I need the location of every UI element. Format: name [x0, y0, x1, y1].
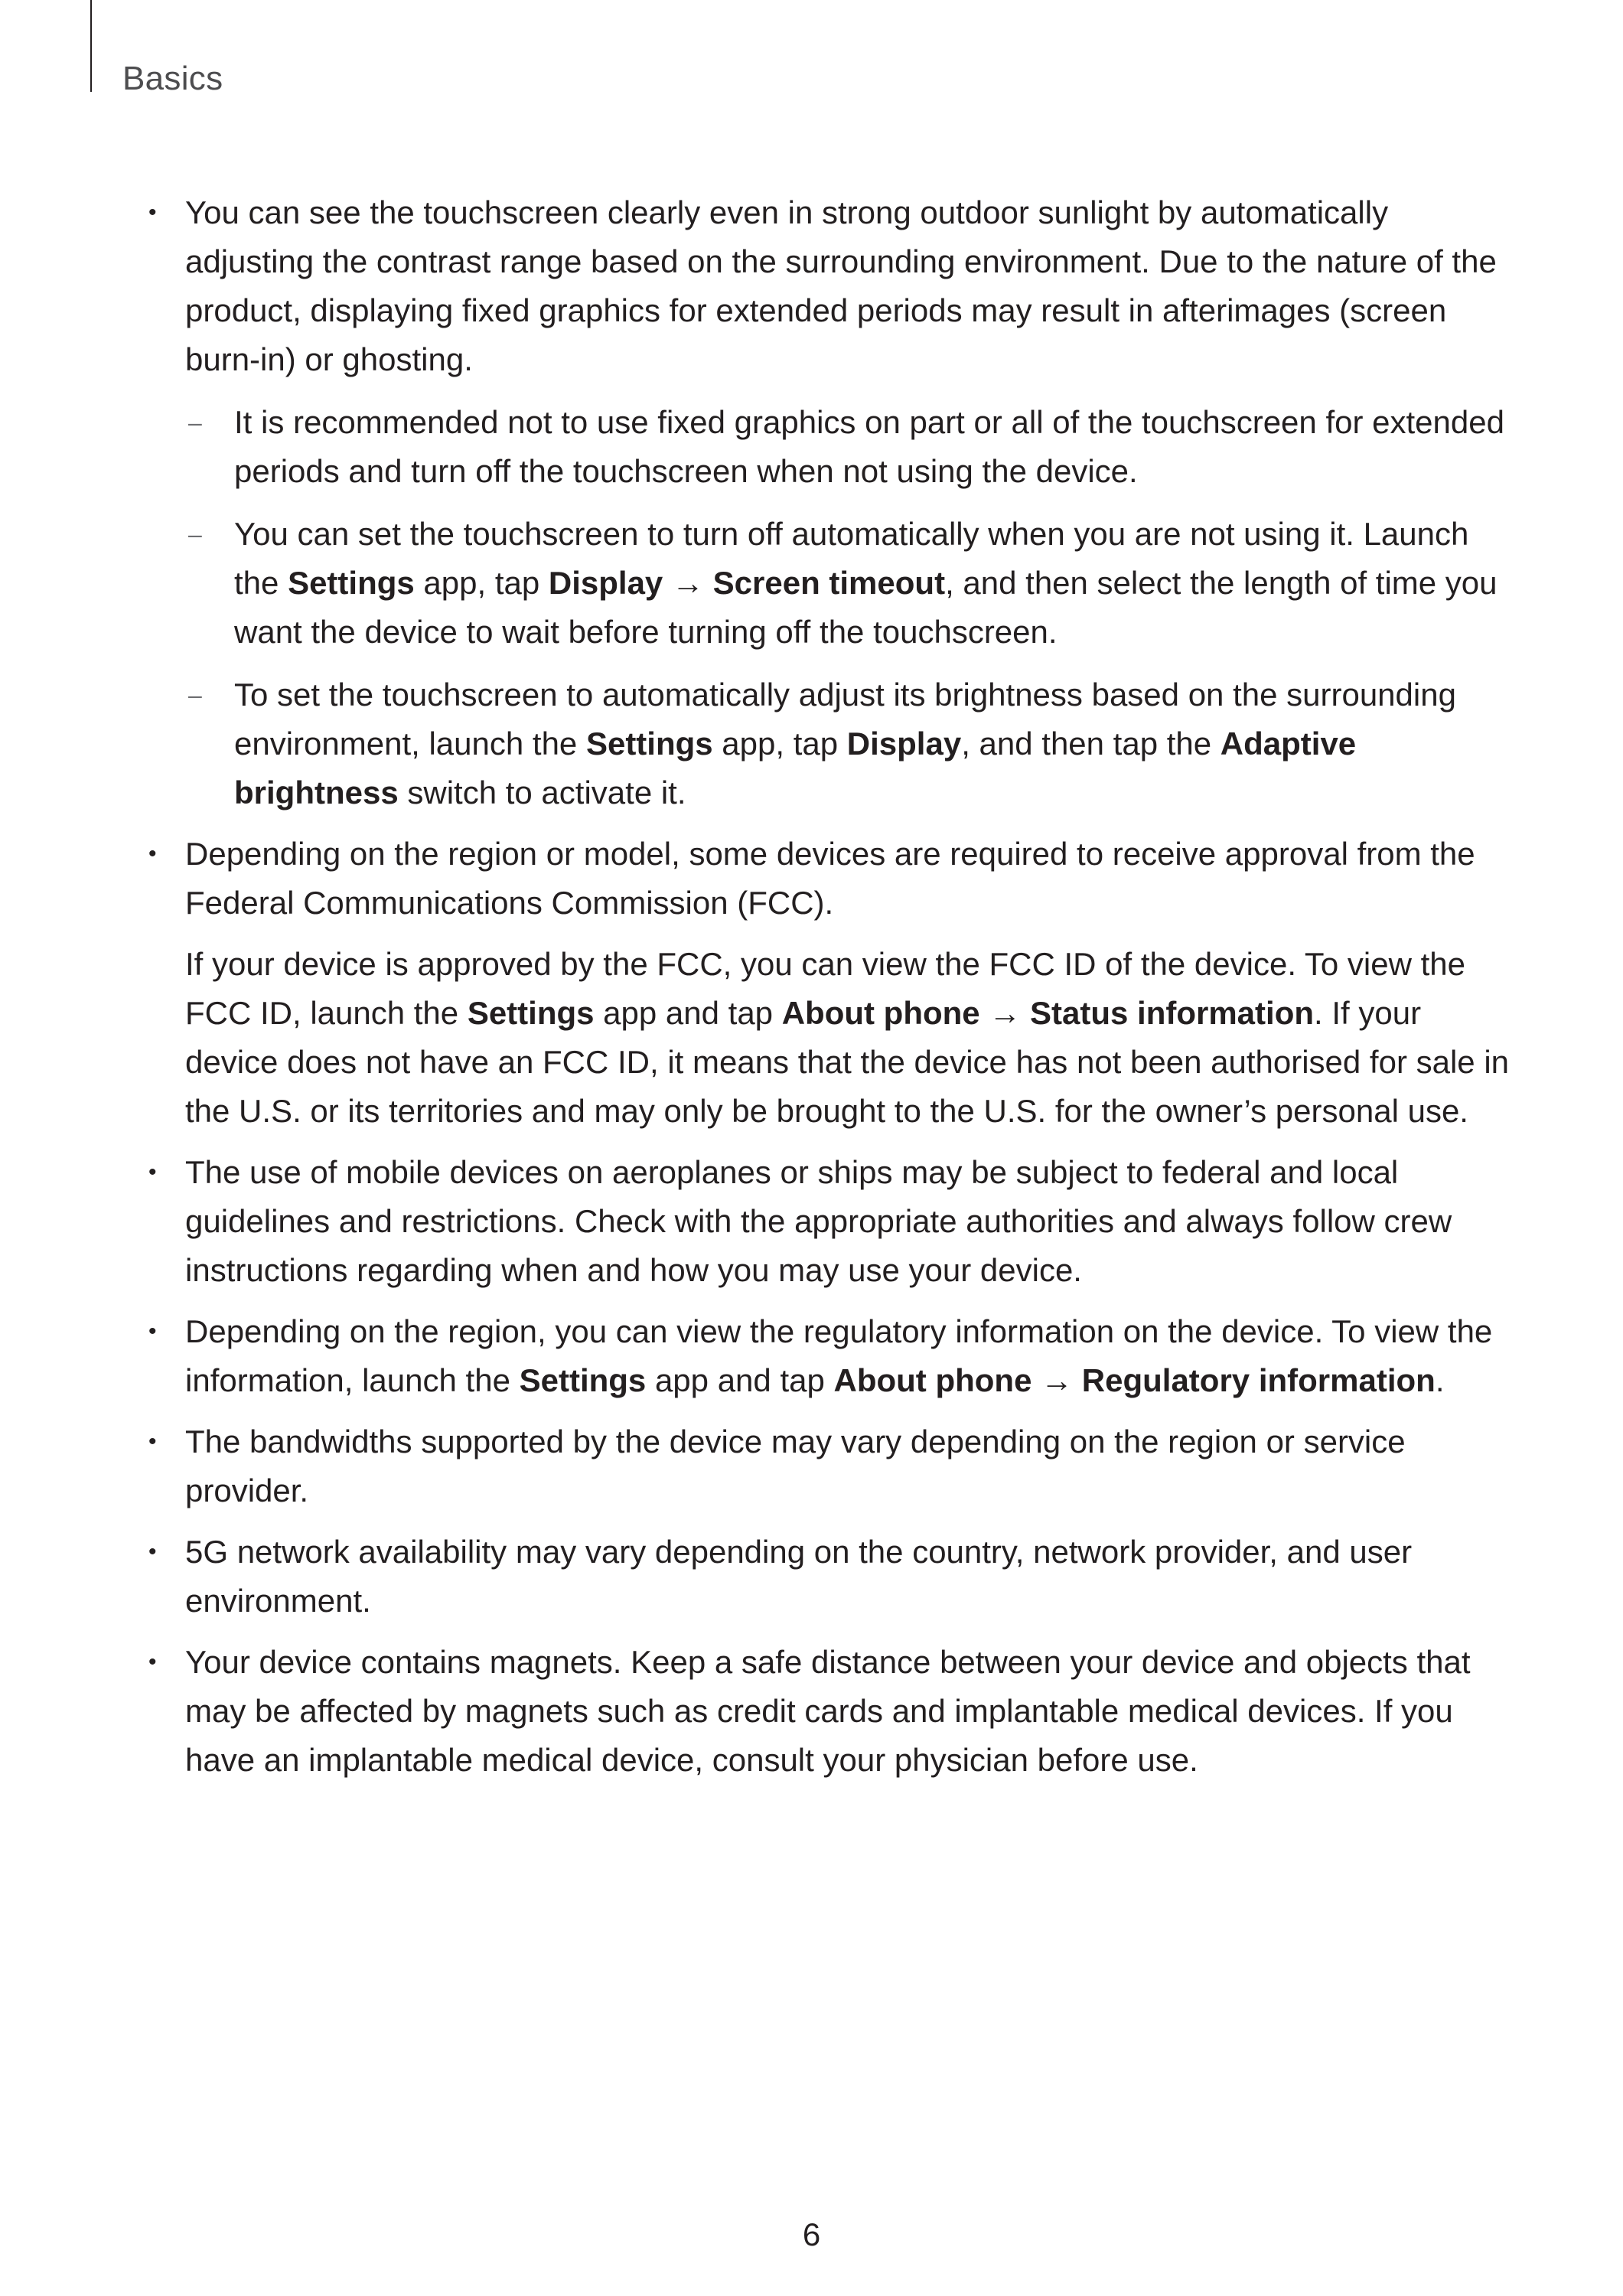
- dash-icon: –: [188, 520, 202, 548]
- dash-icon: –: [188, 409, 202, 436]
- text-run: switch to activate it.: [398, 775, 686, 810]
- arrow-text: →: [979, 995, 1030, 1031]
- text-run: If your device is approved by the FCC, you can view the FCC ID of the device. To view the FCC ID, launch the: [185, 946, 1466, 1031]
- text-run: app and tap: [594, 995, 782, 1031]
- settings-app-label: Settings: [519, 1362, 647, 1398]
- paragraph: The bandwidths supported by the device may vary depending on the region or service provider.: [185, 1424, 1406, 1508]
- list-item: [141, 1307, 1511, 1405]
- paragraph: [185, 1307, 1511, 1405]
- text-run: app, tap: [712, 726, 847, 762]
- sub-item-text: It is recommended not to use fixed graphics on part or all of the touchscreen for extended periods and turn off the touchscreen when not using the device.: [234, 404, 1504, 489]
- text-run: app, tap: [414, 565, 549, 601]
- list-item: [141, 830, 1511, 1136]
- text-run: To set the touchscreen to automatically adjust its brightness based on the surrounding environment, launch the: [234, 677, 1456, 762]
- bullet-icon: •: [148, 1159, 157, 1185]
- text-run: app and tap: [646, 1362, 834, 1398]
- list-item: [141, 1528, 1511, 1626]
- paragraph: Your device contains magnets. Keep a safe distance between your device and objects that may be affected by magnets such as credit cards and implantable medical devices. If you have an implantable medical device, consult your physician before use.: [185, 1644, 1471, 1778]
- display-menu-label: Display: [548, 565, 663, 601]
- paragraph: Depending on the region or model, some devices are required to receive approval from the Federal Communications Commission (FCC).: [185, 836, 1475, 921]
- bullet-icon: •: [148, 1429, 157, 1454]
- section-title: Basics: [122, 60, 223, 97]
- paragraph: 5G network availability may vary depending on the country, network provider, and user environment.: [185, 1534, 1413, 1619]
- sub-list-item: [185, 670, 1511, 817]
- dash-icon: –: [188, 681, 202, 709]
- status-information-label: Status information: [1030, 995, 1315, 1031]
- page-number: 6: [802, 2216, 821, 2252]
- about-phone-label: About phone: [781, 995, 980, 1031]
- sub-list-item: [185, 398, 1511, 496]
- display-menu-label: Display: [846, 726, 962, 762]
- arrow-text: →: [1031, 1362, 1082, 1398]
- text-run: . If your device does not have an FCC ID, it means that the device has not been authorised for sale in the U.S. or its territories and may only be brought to the U.S. for the owner’s personal use.: [185, 995, 1510, 1129]
- header-rule: [90, 0, 92, 92]
- text-run: , and then tap the: [961, 726, 1221, 762]
- text-run: , and then select the length of time you want the device to wait before turning off the touchscreen.: [234, 565, 1498, 650]
- bullet-icon: •: [148, 841, 157, 866]
- bullet-icon: •: [148, 1319, 157, 1344]
- settings-app-label: Settings: [467, 995, 595, 1031]
- settings-app-label: Settings: [585, 726, 713, 762]
- bullet-icon: •: [148, 1649, 157, 1675]
- bullet-icon: •: [148, 1539, 157, 1564]
- text-run: .: [1435, 1362, 1445, 1398]
- about-phone-label: About phone: [833, 1362, 1032, 1398]
- content: [141, 188, 1511, 1797]
- text-run: You can set the touchscreen to turn off automatically when you are not using it. Launch the: [234, 516, 1469, 601]
- paragraph: The use of mobile devices on aeroplanes or ships may be subject to federal and local guidelines and restrictions. Check with the appropriate authorities and always follow crew instructions regarding when and how you may use your device.: [185, 1154, 1452, 1288]
- arrow-text: →: [663, 565, 713, 601]
- bullet-icon: •: [148, 200, 157, 225]
- paragraph: You can see the touchscreen clearly even in strong outdoor sunlight by automatically adjusting the contrast range based on the surrounding environment. Due to the nature of the product, displaying fixed graphics for extended periods may result in afterimages (screen burn-in) or ghosting.: [185, 194, 1497, 377]
- list-item: [141, 1148, 1511, 1295]
- list-item: [141, 1417, 1511, 1515]
- list-item: [141, 1638, 1511, 1785]
- screen-timeout-label: Screen timeout: [712, 565, 946, 601]
- adaptive-brightness-label: Adaptive brightness: [234, 726, 1357, 810]
- paragraph: [185, 940, 1511, 1136]
- sub-list-item: [185, 510, 1511, 657]
- settings-app-label: Settings: [288, 565, 415, 601]
- list-item: [141, 188, 1511, 817]
- regulatory-information-label: Regulatory information: [1081, 1362, 1436, 1398]
- text-run: Depending on the region, you can view the regulatory information on the device. To view the information, launch the: [185, 1313, 1493, 1398]
